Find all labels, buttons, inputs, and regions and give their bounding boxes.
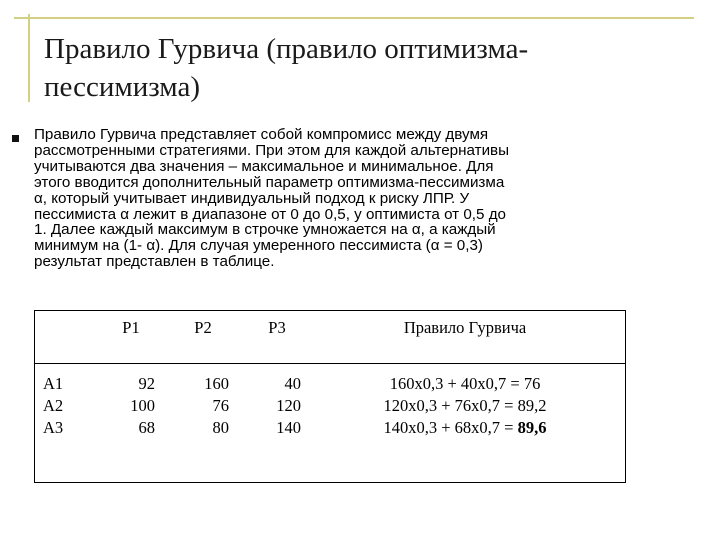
cell-p2: 80: [212, 418, 229, 437]
hurwicz-result: 76: [523, 374, 541, 393]
column-alternatives: [43, 373, 83, 439]
paragraph-line: учитываются два значения – максимальное и минимальное. Для: [34, 157, 494, 175]
header-p3: P3: [268, 318, 286, 337]
hurwicz-result-best: 89,6: [517, 418, 547, 437]
paragraph-line: результат представлен в таблице.: [34, 253, 275, 271]
hurwicz-table: [34, 310, 626, 483]
cell-hurwicz: [345, 373, 585, 395]
slide-title: [44, 30, 684, 106]
paragraph-line: этого вводится дополнительный параметр оптимизма-пессимизма: [34, 173, 505, 191]
paragraph-line: 1. Далее каждый максимум в строчке умножается на α, а каждый: [34, 221, 496, 239]
header-p2: P2: [194, 318, 212, 337]
column-p1: [105, 373, 155, 439]
hurwicz-result: 89,2: [517, 396, 547, 415]
body-paragraph: [34, 127, 654, 270]
left-decorative-line: [28, 14, 30, 102]
hurwicz-expression: 120x0,3 + 76x0,7 =: [383, 396, 518, 415]
bullet-square-icon: [12, 135, 19, 142]
paragraph-line: α, который учитывает индивидуальный подход к риску ЛПР. У: [34, 189, 470, 207]
cell-hurwicz: [345, 395, 585, 417]
table-header-divider: [35, 363, 625, 364]
column-p2: [179, 373, 229, 439]
title-line-2: пессимизма): [44, 71, 200, 103]
cell-p2: 160: [204, 374, 229, 393]
top-decorative-line: [14, 17, 694, 19]
column-p3: [251, 373, 301, 439]
cell-p1: 100: [130, 396, 155, 415]
title-line-1: Правило Гурвича (правило оптимизма-: [44, 33, 529, 65]
hurwicz-expression: 160x0,3 + 40x0,7 =: [389, 374, 524, 393]
row-name: A2: [43, 396, 64, 415]
cell-p3: 40: [284, 374, 301, 393]
cell-p3: 120: [276, 396, 301, 415]
paragraph-line: Правило Гурвича представляет собой компромисс между двумя: [34, 126, 489, 143]
row-name: A3: [43, 418, 64, 437]
paragraph-line: пессимиста α лежит в диапазоне от 0 до 0,5, у оптимиста от 0,5 до: [34, 205, 506, 223]
cell-p1: 92: [138, 374, 155, 393]
column-hurwicz: [345, 373, 585, 439]
paragraph-line: рассмотренными стратегиями. При этом для каждой альтернативы: [34, 141, 510, 159]
hurwicz-expression: 140x0,3 + 68x0,7 =: [383, 418, 518, 437]
header-hurwicz: Правило Гурвича: [403, 318, 527, 337]
cell-p2: 76: [212, 396, 229, 415]
cell-p3: 140: [276, 418, 301, 437]
paragraph-line: минимум на (1- α). Для случая умеренного пессимиста (α = 0,3): [34, 237, 483, 255]
row-name: A1: [43, 374, 64, 393]
cell-hurwicz: [345, 417, 585, 439]
header-p1: P1: [122, 318, 140, 337]
cell-p1: 68: [138, 418, 155, 437]
